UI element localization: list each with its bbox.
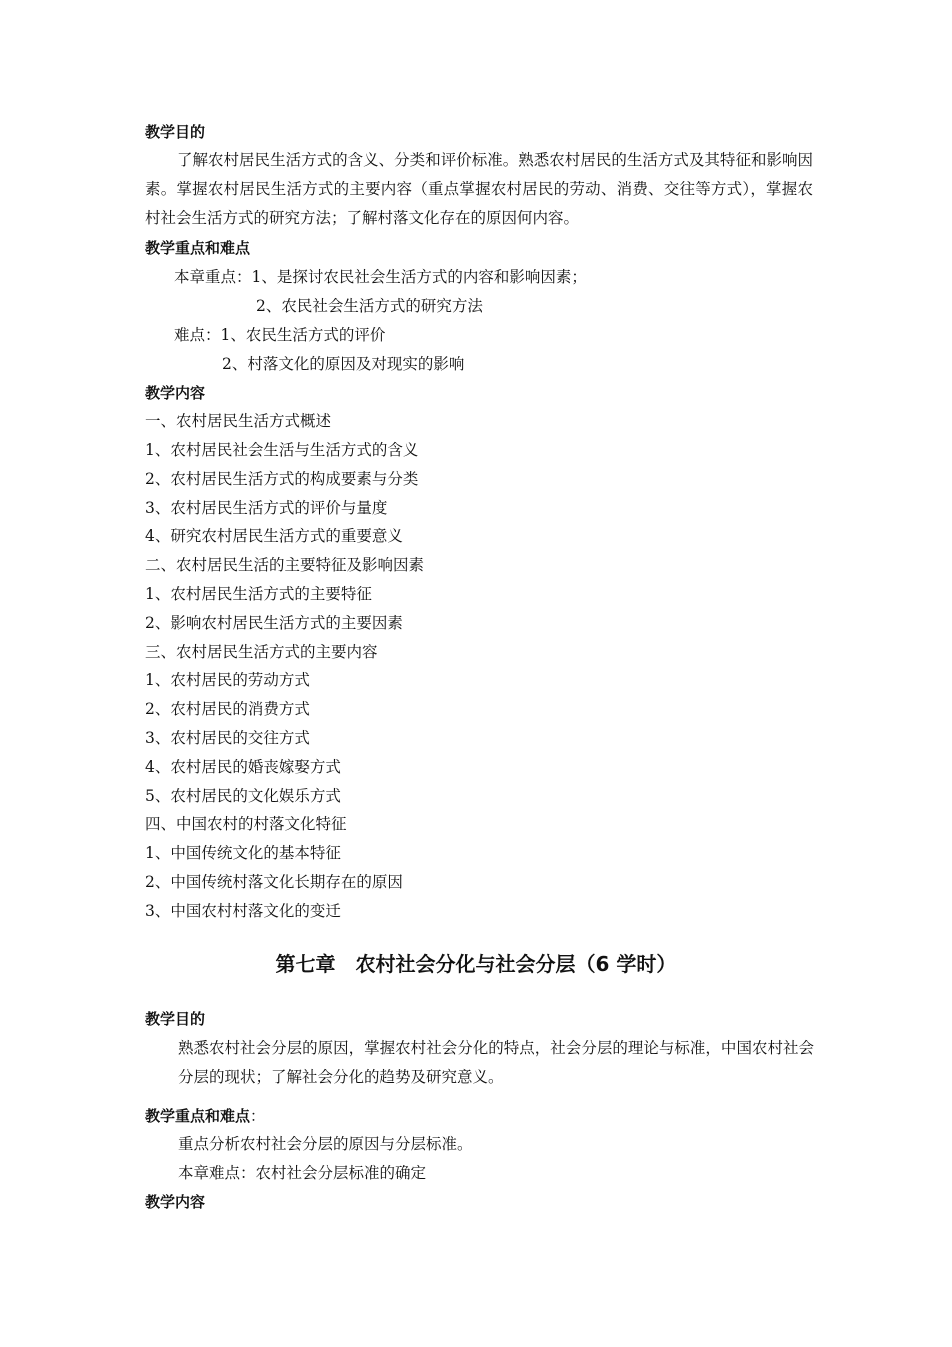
chapter-title: 第七章 农村社会分化与社会分层（6 学时） xyxy=(275,952,677,976)
key-point-2: 2、农民社会生活方式的研究方法 xyxy=(256,297,483,315)
objective-paragraph: 了解农村居民生活方式的含义、分类和评价标准。熟悉农村居民的生活方式及其特征和影响因素。掌握农村居民生活方式的主要内容（重点掌握农村居民的劳动、消费、交往等方式），掌握农村社会生活方式的研究方法；了解村落文化存在的原因何内容。 xyxy=(145,151,813,227)
content-item: 1、农村居民的劳动方式 xyxy=(145,671,310,689)
content-item: 3、农村居民的交往方式 xyxy=(145,729,310,747)
content-item: 2、中国传统村落文化长期存在的原因 xyxy=(145,873,403,891)
content-heading: 教学内容 xyxy=(145,384,206,402)
objective-heading: 教学目的 xyxy=(145,123,206,141)
key-points-heading: 教学重点和难点 xyxy=(145,239,251,257)
content-item: 2、影响农村居民生活方式的主要因素 xyxy=(145,614,403,632)
content-item: 一、农村居民生活方式概述 xyxy=(145,412,332,430)
content-item: 3、农村居民生活方式的评价与量度 xyxy=(145,499,388,517)
content-item: 4、研究农村居民生活方式的重要意义 xyxy=(145,527,403,545)
difficult-point-1: 难点：1、农民生活方式的评价 xyxy=(174,326,386,344)
ch7-objective-paragraph: 熟悉农村社会分层的原因，掌握农村社会分化的特点，社会分层的理论与标准，中国农村社会分层的现状；了解社会分化的趋势及研究意义。 xyxy=(178,1039,814,1086)
ch7-key-heading-colon: ： xyxy=(250,1107,266,1125)
content-item: 5、农村居民的文化娱乐方式 xyxy=(145,787,341,805)
ch7-difficult-point: 本章难点：农村社会分层标准的确定 xyxy=(178,1164,427,1182)
content-item: 四、中国农村的村落文化特征 xyxy=(145,815,347,833)
content-item: 4、农村居民的婚丧嫁娶方式 xyxy=(145,758,341,776)
content-item: 1、中国传统文化的基本特征 xyxy=(145,844,341,862)
ch7-key-heading-text: 教学重点和难点 xyxy=(145,1107,251,1125)
ch7-content-heading: 教学内容 xyxy=(145,1193,206,1211)
content-item: 2、农村居民生活方式的构成要素与分类 xyxy=(145,470,419,488)
content-item: 3、中国农村村落文化的变迁 xyxy=(145,902,341,920)
content-item: 2、农村居民的消费方式 xyxy=(145,700,310,718)
key-point-1: 本章重点：1、是探讨农民社会生活方式的内容和影响因素； xyxy=(174,268,587,286)
ch7-key-points-heading xyxy=(145,1106,265,1126)
content-item: 三、农村居民生活方式的主要内容 xyxy=(145,643,378,661)
ch7-key-point: 重点分析农村社会分层的原因与分层标准。 xyxy=(178,1135,473,1153)
ch7-objective-heading: 教学目的 xyxy=(145,1010,206,1028)
difficult-point-2: 2、村落文化的原因及对现实的影响 xyxy=(222,355,465,373)
content-item: 二、农村居民生活的主要特征及影响因素 xyxy=(145,556,425,574)
content-item: 1、农村居民生活方式的主要特征 xyxy=(145,585,372,603)
content-item: 1、农村居民社会生活与生活方式的含义 xyxy=(145,441,419,459)
